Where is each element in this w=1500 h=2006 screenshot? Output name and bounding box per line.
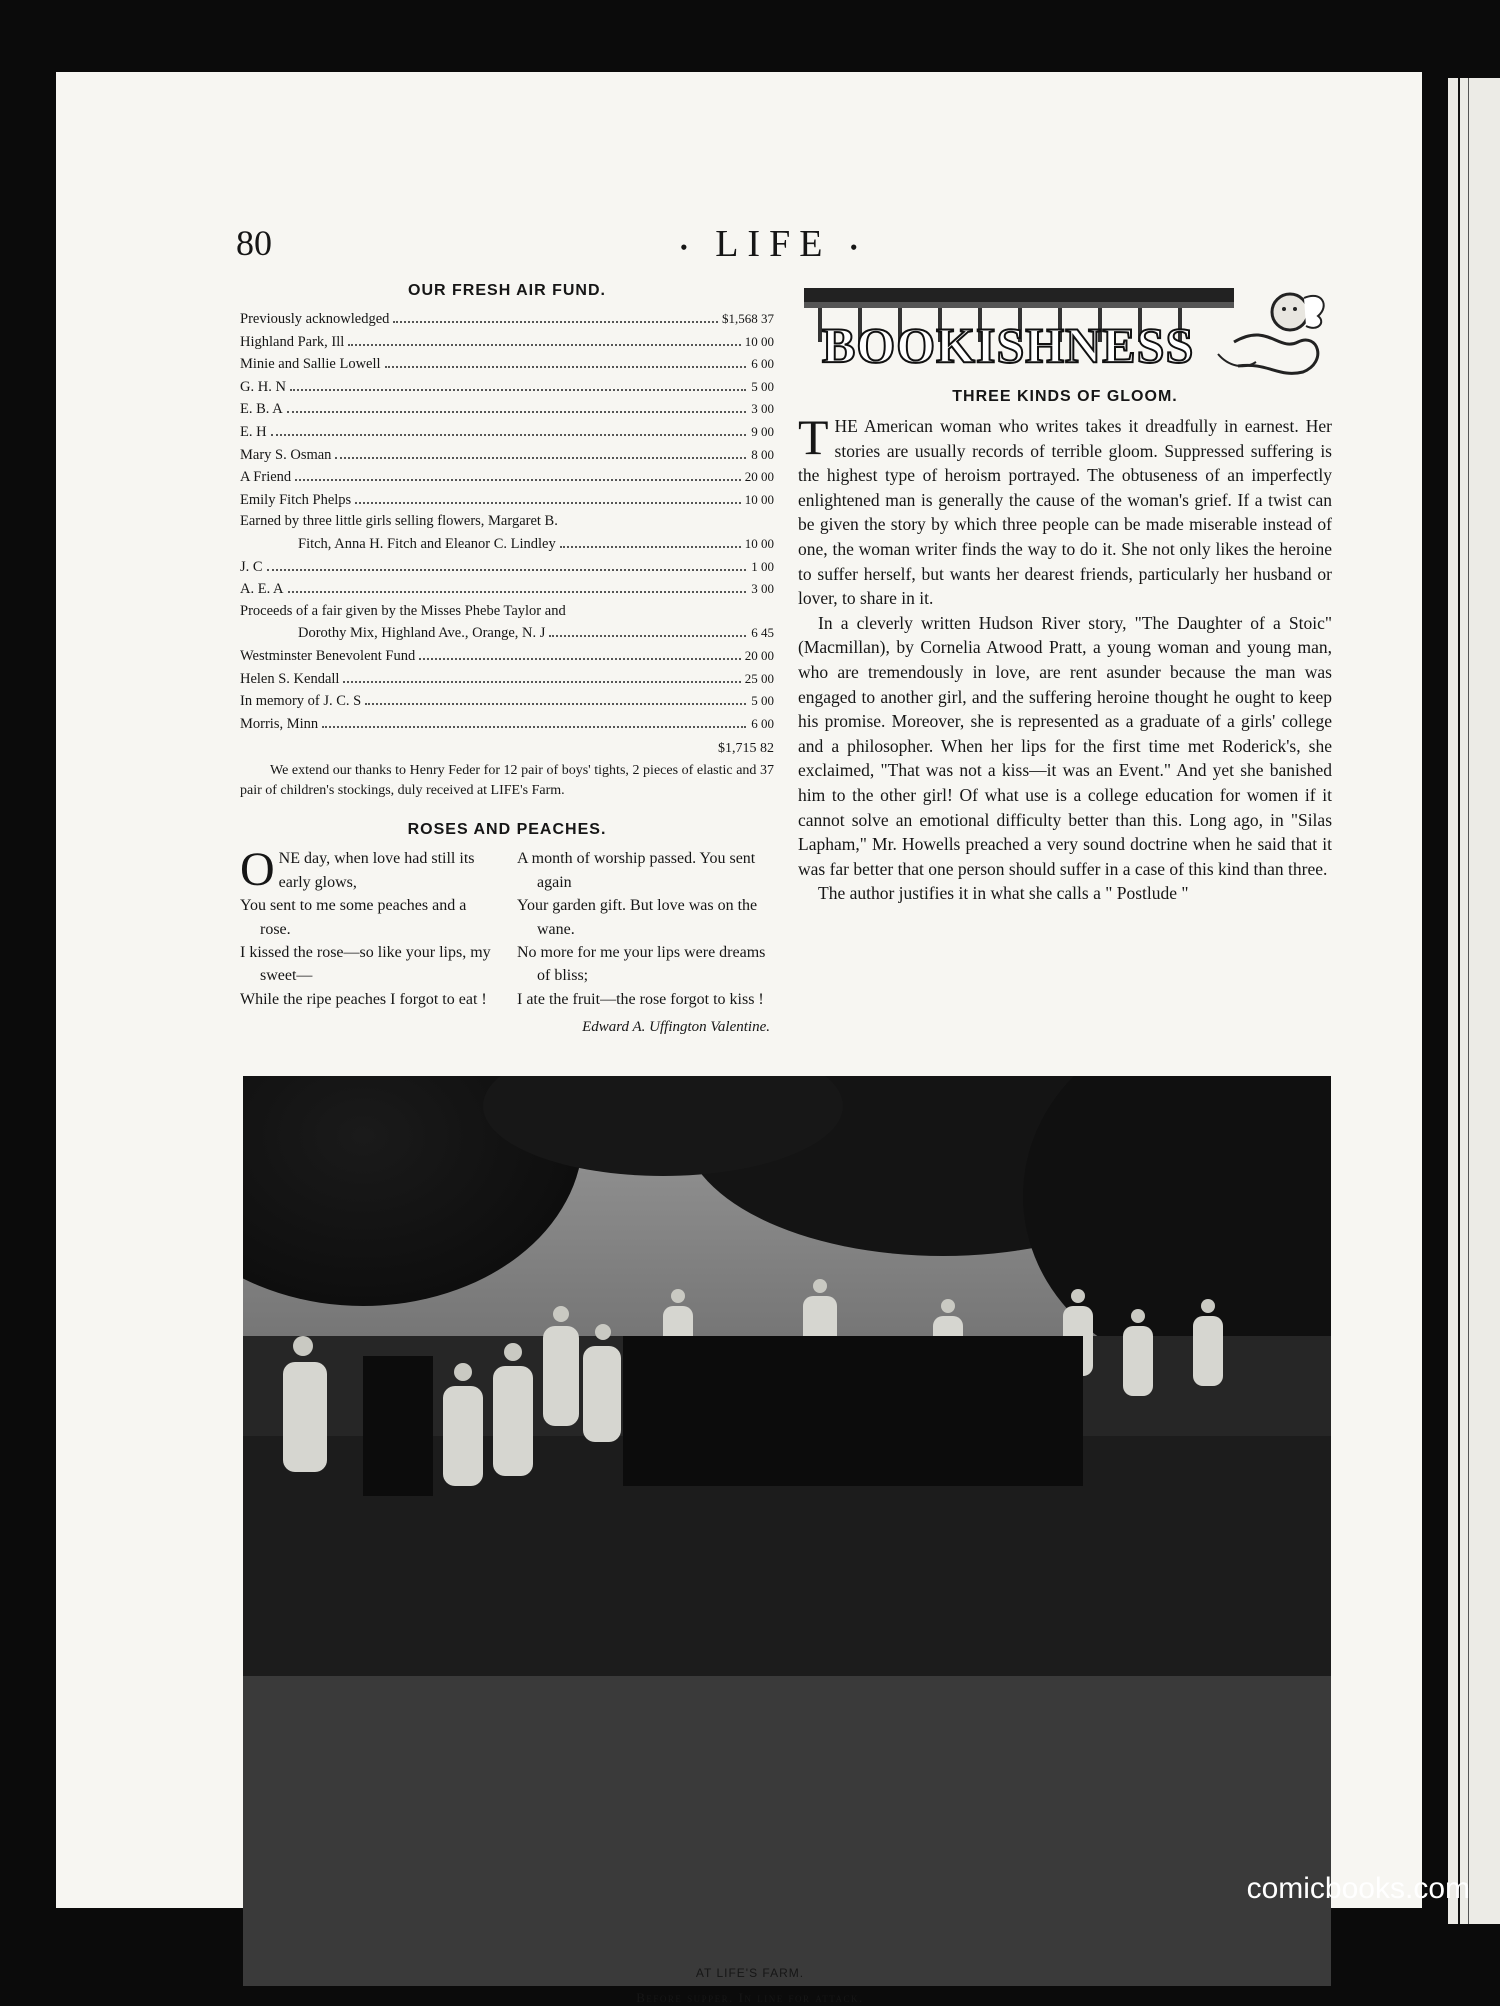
facing-page-edge <box>1448 78 1500 1924</box>
fund-entry <box>240 331 774 354</box>
photo-caption-title: AT LIFE'S FARM. <box>695 1966 805 1980</box>
fund-entry-label: Previously acknowledged <box>240 311 390 327</box>
page-number: 80 <box>236 223 272 263</box>
fund-entry <box>240 578 774 601</box>
poem-line: A month of worship passed. You sent again <box>517 850 756 891</box>
fund-entry <box>240 668 774 691</box>
leader-dots <box>419 654 741 660</box>
fund-entry-label: Highland Park, Ill <box>240 333 345 350</box>
fund-entry-label: E. B. A <box>240 401 283 418</box>
photo-illustration <box>243 1076 1331 1986</box>
leader-dots <box>290 385 746 391</box>
fund-entry-label: Morris, Minn <box>240 715 319 732</box>
fund-entry-amount: 6 00 <box>751 715 774 731</box>
fund-entry-amount: 8 00 <box>751 446 774 462</box>
poem-line: Your garden gift. But love was on the wane. <box>517 897 758 938</box>
fund-entry <box>240 353 774 376</box>
fund-entry-label: E. H <box>240 423 267 440</box>
fund-entry-label: Helen S. Kendall <box>240 670 340 687</box>
fund-entry <box>240 622 774 645</box>
fund-entry-label: Earned by three little girls selling flowers, Margaret B. <box>240 513 558 530</box>
fund-entry-amount: 5 00 <box>751 378 774 394</box>
fund-entry <box>240 466 774 489</box>
poem-signature: Edward A. Uffington Valentine. <box>582 1019 770 1036</box>
fund-entry-amount: $1,568 37 <box>722 311 774 326</box>
banner-title: BOOKISHNESS <box>822 317 1195 373</box>
fund-entry-label: J. C <box>240 558 263 575</box>
bookishness-banner <box>798 282 1332 380</box>
fund-entry <box>240 511 774 533</box>
leader-dots <box>348 340 740 346</box>
fund-entry-label: Westminster Benevolent Fund <box>240 647 416 664</box>
farm-photograph <box>243 1076 1331 1986</box>
fund-entry-label: Dorothy Mix, Highland Ave., Orange, N. J <box>298 625 546 642</box>
fund-entry-label: A. E. A <box>240 581 284 598</box>
fund-entry-amount: 6 00 <box>751 356 774 372</box>
leader-dots <box>267 565 746 571</box>
photo-caption-subtitle: Before supper. In line for attack. <box>636 1990 864 2005</box>
article-dropcap: T <box>798 409 829 465</box>
fund-total: $1,715 82 <box>718 741 774 757</box>
poem-line: ONE day, when love had still its early glows, <box>240 843 475 897</box>
fund-entry-label: Emily Fitch Phelps <box>240 491 352 508</box>
article-paragraph: THE American woman who writes takes it dreadfully in earnest. Her stories are usually records of terrible gloom. Suppressed suffering is the highest type of heroism portrayed. The obtuseness of an imperfectly enlightened man is generally the cause of the woman's grief. If a twist can be given the story by which three people can be made miserable instead of one, the woman writer finds the way to do it. She not only likes the heroine to suffer herself, but wants her dearest friends, particularly her husband or lover, to share in it. <box>798 409 1332 609</box>
fund-entry-label: Minie and Sallie Lowell <box>240 356 381 373</box>
poem-column-2 <box>517 847 774 1011</box>
fund-entry-label: A Friend <box>240 469 292 486</box>
leader-dots <box>295 475 741 481</box>
poem-line: I kissed the rose—so like your lips, my sweet— <box>240 943 491 985</box>
poem-dropcap: O <box>240 843 275 897</box>
leader-dots <box>560 542 741 548</box>
article-paragraph: The author justifies it in what she calls a " Postlude " <box>818 883 1189 904</box>
poem-line: I ate the fruit—the rose forgot to kiss ! <box>517 990 764 1008</box>
article-body <box>798 409 1332 906</box>
fund-list <box>240 308 774 735</box>
masthead-title: LIFE <box>715 223 832 265</box>
fund-entry-label: Proceeds of a fair given by the Misses Phebe Taylor and <box>240 602 566 619</box>
fund-entry-amount: 6 45 <box>751 625 774 641</box>
fund-entry <box>240 308 774 331</box>
poem-line: You sent to me some peaches and a rose. <box>240 897 467 938</box>
fund-entry-amount: 3 00 <box>751 581 774 597</box>
fund-entry <box>240 645 774 668</box>
poem <box>240 843 774 1011</box>
fund-entry <box>240 421 774 444</box>
fund-title: OUR FRESH AIR FUND. <box>408 282 606 299</box>
leader-dots <box>343 677 740 683</box>
poem-column-1 <box>240 843 497 1011</box>
fund-entry-label: In memory of J. C. S <box>240 693 362 710</box>
fund-entry <box>240 690 774 713</box>
leader-dots <box>287 407 746 413</box>
masthead: • LIFE • <box>680 223 867 265</box>
leader-dots <box>335 453 746 459</box>
fund-entry-amount: 20 00 <box>744 647 774 663</box>
leader-dots <box>271 430 746 436</box>
article-paragraph: In a cleverly written Hudson River story, "The Daughter of a Stoic" (Macmillan), by Cornelia Atwood Pratt, a young woman and young man, who are tremendously in love, are rent asunder because the man was engaged to another girl, and the suffering heroine thought he ought to keep his promise. Moreover, she is represented as a graduate of a girls' college and a philosopher. When her lips for the first time met Roderick's, she exclaimed, "That was not a kiss—it was an Event." And yet she banished him to the other girl! Of what use is a college education for women if it cannot solve an emotional difficulty better than this. Long ago, in "Silas Lapham," Mr. Howells preached a very sound doctrine when he said that it was far better that one person should suffer in a case of this kind than three. <box>798 612 1332 879</box>
fund-entry-label: Mary S. Osman <box>240 446 332 463</box>
fund-thanks: We extend our thanks to Henry Feder for 12 pair of boys' tights, 2 pieces of elastic and 37 pair of children's stockings, duly received at LIFE's Farm. <box>240 763 774 799</box>
leader-dots <box>322 722 746 728</box>
fund-entry <box>240 556 774 579</box>
right-column <box>798 282 1332 906</box>
left-column <box>240 282 774 1036</box>
fund-entry-amount: 5 00 <box>751 693 774 709</box>
fund-entry-label: G. H. N <box>240 378 286 395</box>
fund-entry-amount: 10 00 <box>744 333 774 349</box>
fund-entry <box>240 713 774 736</box>
watermark: comicbooks.com <box>1246 1872 1470 1905</box>
leader-dots <box>549 631 746 637</box>
fund-entry-amount: 10 00 <box>744 535 774 551</box>
fund-entry-label: Fitch, Anna H. Fitch and Eleanor C. Lindley <box>298 535 556 552</box>
fund-entry-amount: 3 00 <box>751 401 774 417</box>
leader-dots <box>393 317 718 323</box>
fund-entry-amount: 10 00 <box>744 491 774 507</box>
fund-entry <box>240 601 774 623</box>
leader-dots <box>385 362 746 368</box>
fund-entry-amount: 20 00 <box>744 469 774 485</box>
fund-entry <box>240 533 774 556</box>
fund-entry <box>240 398 774 421</box>
poem-title: ROSES AND PEACHES. <box>407 821 607 839</box>
poem-line: While the ripe peaches I forgot to eat ! <box>240 990 487 1008</box>
fund-entry-amount: 1 00 <box>751 558 774 574</box>
fund-entry-amount: 25 00 <box>744 670 774 686</box>
leader-dots <box>288 587 747 593</box>
leader-dots <box>355 498 741 504</box>
article-title: THREE KINDS OF GLOOM. <box>952 388 1178 405</box>
fund-entry <box>240 444 774 467</box>
fund-entry <box>240 376 774 399</box>
poem-line: No more for me your lips were dreams of bliss; <box>517 943 766 985</box>
fund-entry-amount: 9 00 <box>751 423 774 439</box>
fund-entry <box>240 489 774 512</box>
leader-dots <box>365 699 746 705</box>
